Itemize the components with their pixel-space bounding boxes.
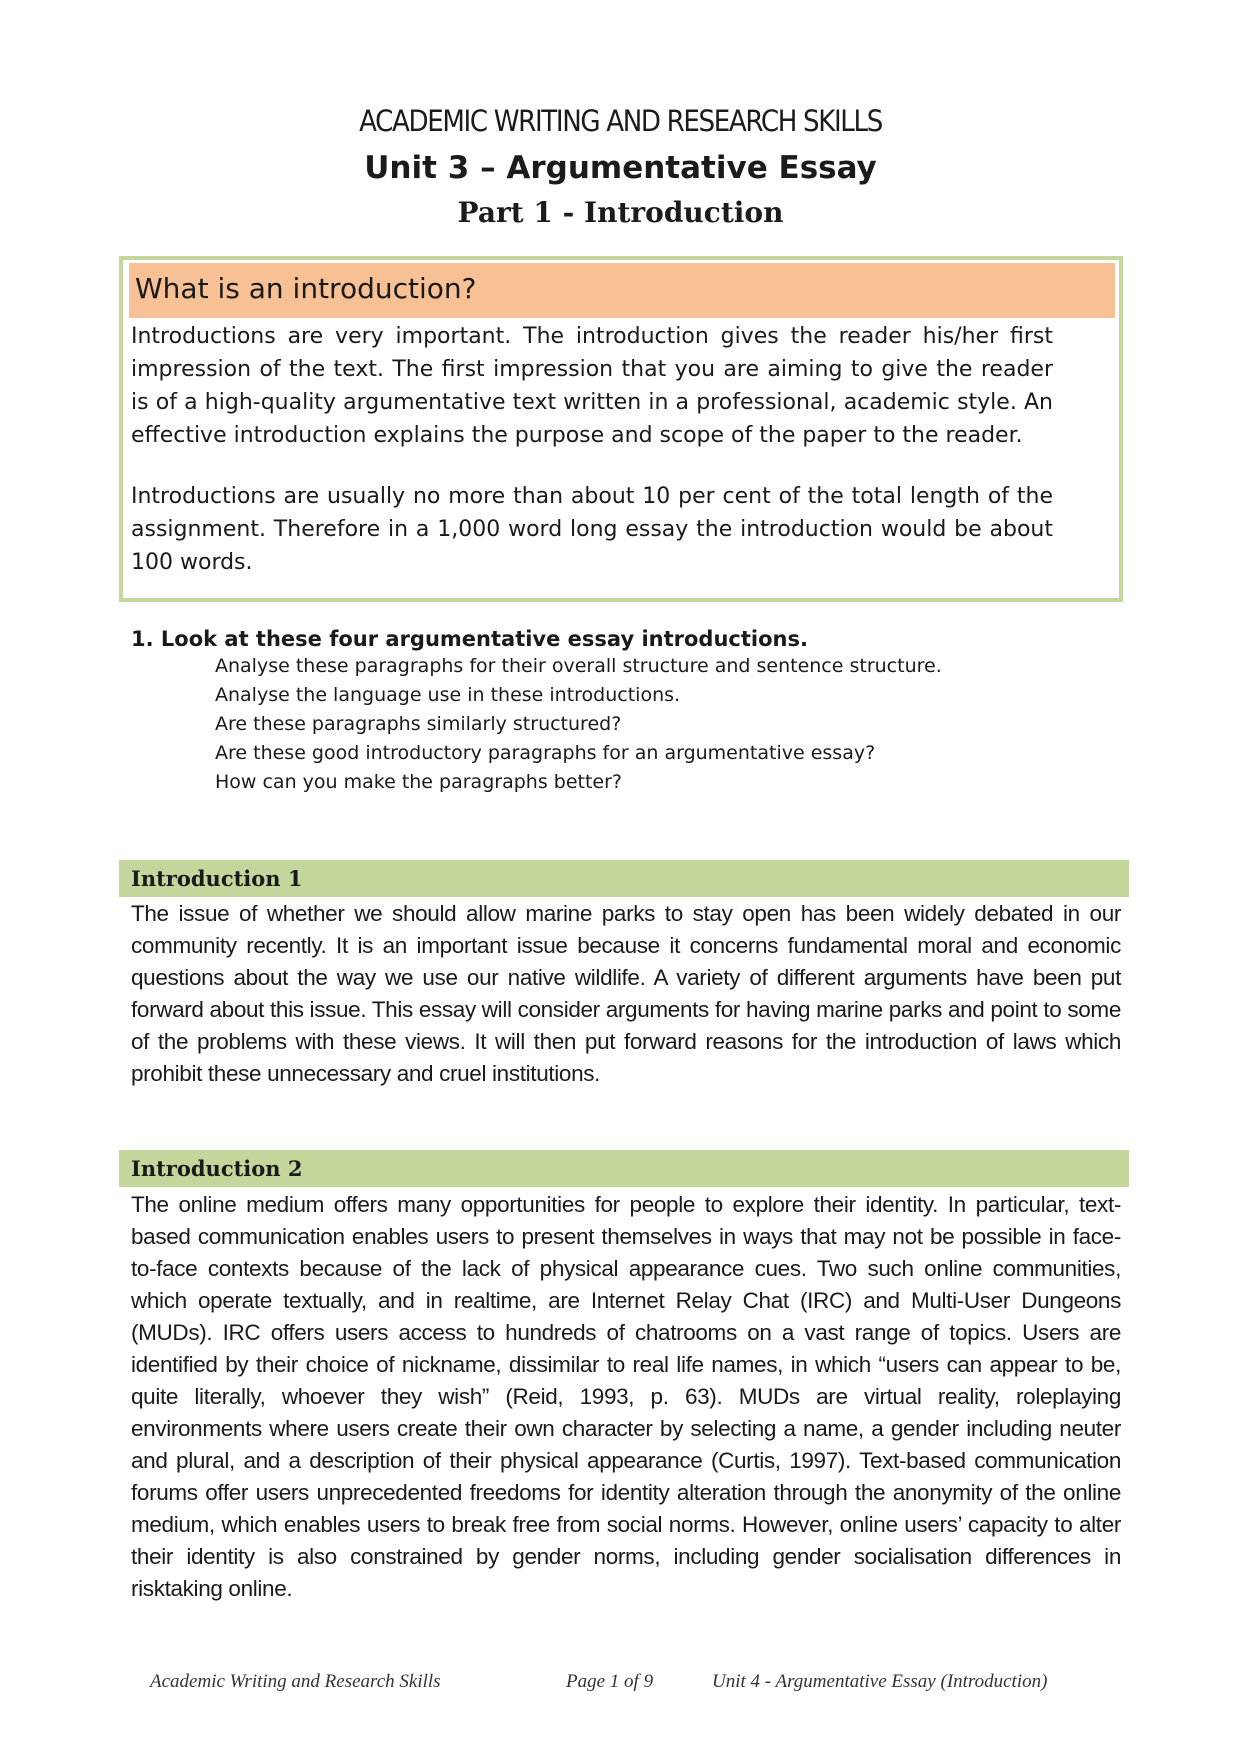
introduction-1-text: The issue of whether we should allow marine parks to stay open has been widely debated in our community recently. It is an important issue because it concerns fundamental moral and economic questions about the way we use our native wildlife. A variety of different arguments have been put forward about this issue. This essay will consider arguments for having marine parks and point to some of the problems with these views. It will then put forward reasons for the introduction of laws which prohibit these unnecessary and cruel institutions. — [131, 901, 1121, 1086]
footer-page-number: Page 1 of 9 — [566, 1671, 654, 1692]
introduction-1-heading-bar — [119, 860, 1129, 897]
info-box-body — [131, 320, 1053, 607]
footer-unit: Unit 4 - Argumentative Essay (Introduction) — [712, 1671, 1048, 1692]
part-title: Part 1 - Introduction — [457, 196, 784, 229]
info-box-paragraph: Introductions are usually no more than about 10 per cent of the total length of the assignment. Therefore in a 1,000 word long essay the introduction would be about 100 words. — [131, 484, 1053, 575]
exercise-title: 1. Look at these four argumentative essay introductions. — [131, 627, 808, 651]
exercise-item: Analyse the language use in these introductions. — [215, 684, 681, 706]
footer-course: Academic Writing and Research Skills — [150, 1671, 441, 1692]
exercise-item: Are these paragraphs similarly structured? — [215, 713, 622, 735]
introduction-2-heading: Introduction 2 — [131, 1156, 303, 1181]
info-box-heading-bar — [129, 263, 1115, 318]
exercise-item: Analyse these paragraphs for their overall structure and sentence structure. — [215, 655, 942, 677]
introduction-info-box — [119, 256, 1123, 602]
info-box-heading: What is an introduction? — [135, 272, 477, 305]
exercise-item: How can you make the paragraphs better? — [215, 771, 622, 793]
course-title: ACADEMIC WRITING AND RESEARCH SKILLS — [359, 104, 882, 138]
info-box-paragraph: Introductions are very important. The introduction gives the reader his/her first impression of the text. The first impression that you are aiming to give the reader is of a high-quality argumentative text written in a professional, academic style. An effective introduction explains the purpose and scope of the paper to the reader. — [131, 324, 1053, 448]
introduction-2-heading-bar — [119, 1150, 1129, 1187]
introduction-1-heading: Introduction 1 — [131, 866, 303, 891]
exercise-list — [131, 652, 1131, 797]
exercise-block — [131, 627, 1131, 797]
unit-title: Unit 3 – Argumentative Essay — [364, 150, 877, 186]
exercise-item: Are these good introductory paragraphs for an argumentative essay? — [215, 742, 876, 764]
introduction-2-text: The online medium offers many opportunities for people to explore their identity. In particular, text-based communication enables users to present themselves in ways that may not be possible in face-to-face contexts because of the lack of physical appearance cues. Two such online communities, which operate textually, and in realtime, are Internet Relay Chat (IRC) and Multi-User Dungeons (MUDs). IRC offers users access to hundreds of chatrooms on a vast range of topics. Users are identified by their choice of nickname, dissimilar to real life names, in which “users can appear to be, quite literally, whoever they wish” (Reid, 1993, p. 63). MUDs are virtual reality, roleplaying environments where users create their own character by selecting a name, a gender including neuter and plural, and a description of their physical appearance (Curtis, 1997). Text-based communication forums offer users unprecedented freedoms for identity alteration through the anonymity of the online medium, which enables users to break free from social norms. However, online users’ capacity to alter their identity is also constrained by gender norms, including gender socialisation differences in risktaking online. — [131, 1192, 1121, 1601]
